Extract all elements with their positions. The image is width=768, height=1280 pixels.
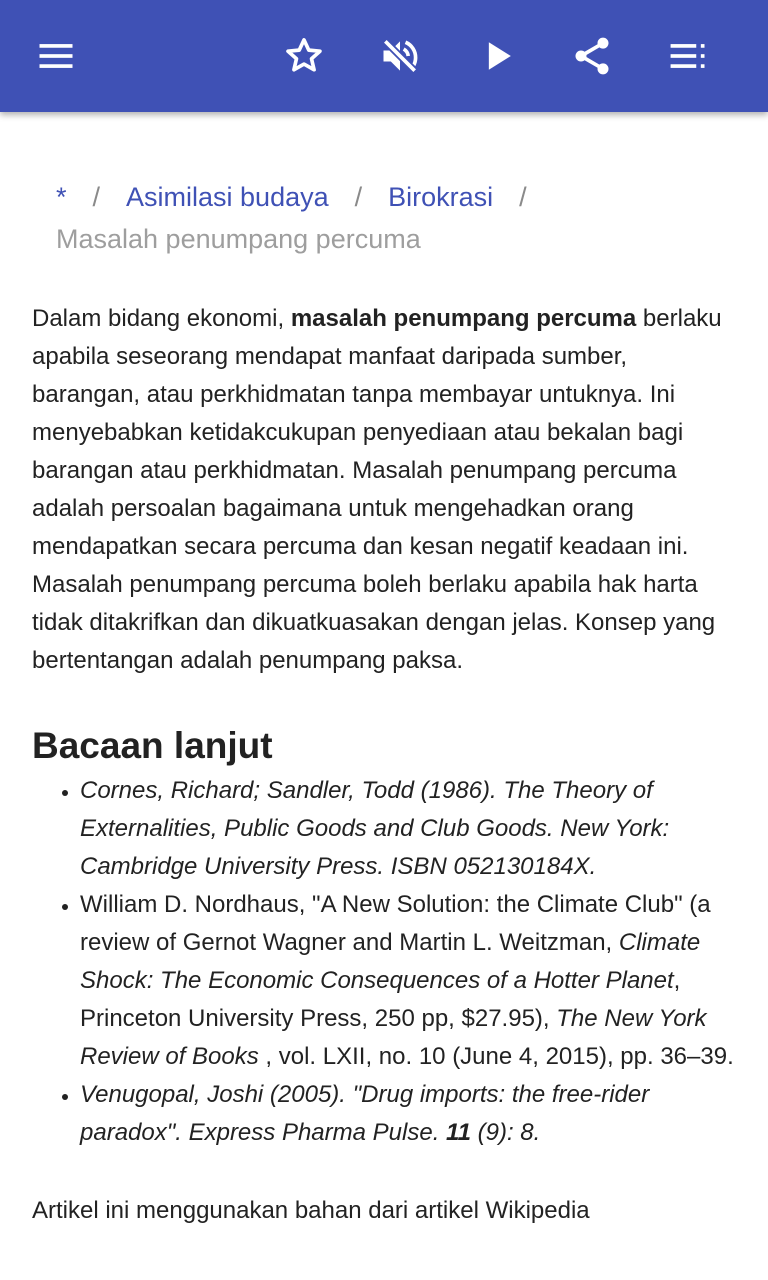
article-content [32,112,738,1230]
breadcrumb-separator: / [354,182,363,212]
reference-list [32,772,738,1152]
reference-text: William D. Nordhaus, "A New Solution: the Climate Club" (a review of Gernot Wagner and Martin L. Weitzman, [80,891,711,956]
menu-button[interactable] [24,24,88,88]
intro-paragraph [32,300,738,680]
reference-text: (9): 8. [470,1119,541,1146]
mute-button[interactable] [368,24,432,88]
share-icon [570,34,614,78]
reference-journal-title: The New York Review of Books [80,1005,707,1070]
favorite-button[interactable] [272,24,336,88]
attribution-text: Artikel ini menggunakan bahan dari artikel Wikipedia [32,1197,590,1224]
reference-text: , Princeton University Press, 250 pp, $27.95), [80,967,681,1032]
breadcrumb-home-link[interactable]: * [56,182,67,212]
reference-text: Venugopal, Joshi (2005). "Drug imports: the free-rider paradox". Express Pharma Pulse. [80,1081,650,1146]
further-reading-heading: Bacaan lanjut [32,725,273,766]
reference-volume: 11 [446,1119,471,1146]
playlist-icon [666,34,710,78]
contents-button[interactable] [656,24,720,88]
play-button[interactable] [466,24,530,88]
breadcrumb-separator: / [92,182,101,212]
reference-book-title: Climate Shock: The Economic Consequences of a Hotter Planet [80,929,701,994]
breadcrumb-separator: / [519,182,527,212]
volume-off-icon [378,34,422,78]
reference-item: • Cornes, Richard; Sandler, Todd (1986). The Theory of Externalities, Public Goods and Club Goods. New York: Cambridge University Press. ISBN 052130184X. [80,772,738,886]
breadcrumb [56,176,738,260]
reference-item [80,1076,738,1152]
reference-item [80,886,738,1076]
breadcrumb-current-page: Masalah penumpang percuma [56,224,421,254]
share-button[interactable] [560,24,624,88]
intro-body: berlaku apabila seseorang mendapat manfaat daripada sumber, barangan, atau perkhidmatan tanpa membayar untuknya. Ini menyebabkan ketidakcukupan penyediaan atau bekalan bagi barangan atau perkhidmatan. Masalah penumpang percuma adalah persoalan bagaimana untuk mengehadkan orang mendapatkan secara percuma dan kesan negatif keadaan ini. Masalah penumpang percuma boleh berlaku apabila hak harta tidak ditakrifkan dan dikuatkuasakan dengan jelas. Konsep yang bertentangan adalah penumpang paksa. [32,305,722,674]
breadcrumb-link-asimilasi-budaya[interactable]: Asimilasi budaya [126,182,329,212]
menu-icon [34,34,78,78]
breadcrumb-link-birokrasi[interactable]: Birokrasi [388,182,494,212]
app-bar [0,0,768,112]
reference-text: , vol. LXII, no. 10 (June 4, 2015), pp. 36–39. [258,1043,734,1070]
intro-term: masalah penumpang percuma [290,305,637,332]
star-icon [282,34,326,78]
play-icon [476,34,520,78]
intro-lead: Dalam bidang ekonomi, [32,305,291,332]
